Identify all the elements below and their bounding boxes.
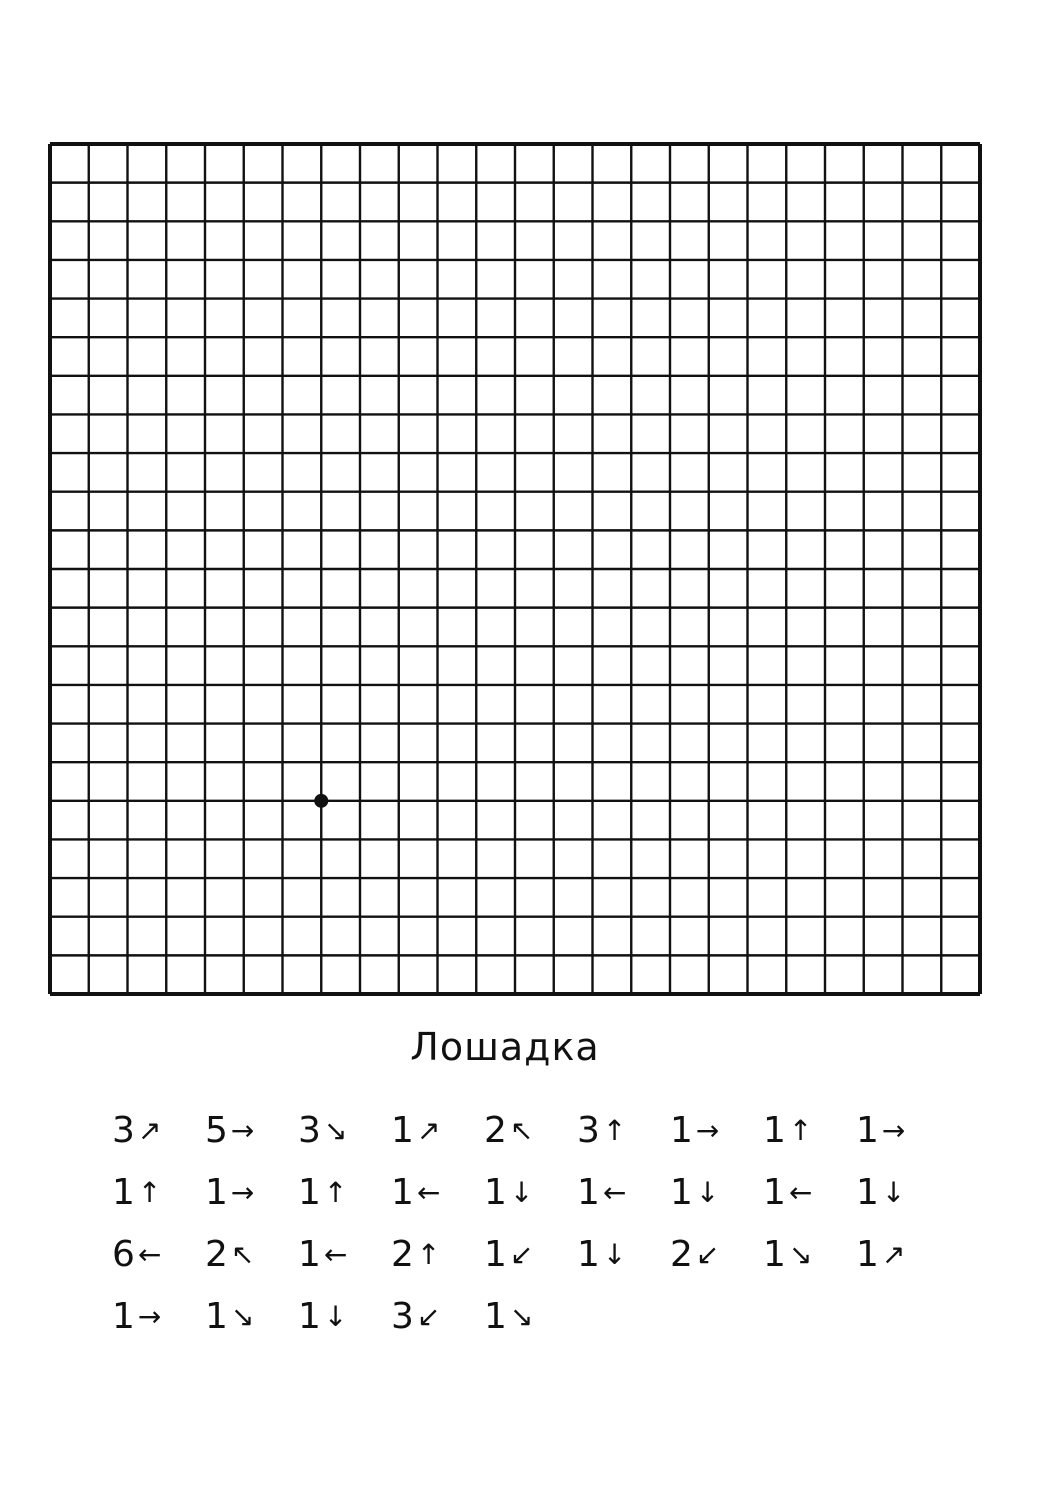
step-count: 1 <box>112 1172 135 1213</box>
step-instruction <box>484 1292 577 1342</box>
arrow-right-icon: → <box>230 1176 255 1209</box>
arrow-down-icon: ↓ <box>602 1238 627 1271</box>
step-instruction <box>112 1106 205 1156</box>
step-count: 1 <box>112 1296 135 1337</box>
step-instruction <box>484 1106 577 1156</box>
arrow-left-icon: ← <box>602 1176 627 1209</box>
arrow-down-right-icon: ↘ <box>230 1300 255 1333</box>
arrow-down-left-icon: ↙ <box>695 1238 720 1271</box>
arrow-up-left-icon: ↖ <box>230 1238 255 1271</box>
step-count: 1 <box>298 1172 321 1213</box>
arrow-up-icon: ↑ <box>137 1176 162 1209</box>
step-count: 5 <box>205 1110 228 1151</box>
step-count: 1 <box>484 1234 507 1275</box>
step-instruction <box>391 1168 484 1218</box>
arrow-up-right-icon: ↗ <box>881 1238 906 1271</box>
arrow-up-left-icon: ↖ <box>509 1114 534 1147</box>
arrow-down-icon: ↓ <box>881 1176 906 1209</box>
arrow-down-icon: ↓ <box>323 1300 348 1333</box>
step-count: 1 <box>670 1172 693 1213</box>
arrow-down-right-icon: ↘ <box>509 1300 534 1333</box>
step-count: 3 <box>391 1296 414 1337</box>
arrow-up-icon: ↑ <box>416 1238 441 1271</box>
step-count: 1 <box>298 1234 321 1275</box>
step-instruction <box>577 1168 670 1218</box>
arrow-up-icon: ↑ <box>323 1176 348 1209</box>
arrow-down-left-icon: ↙ <box>509 1238 534 1271</box>
step-instruction <box>205 1106 298 1156</box>
arrow-down-icon: ↓ <box>509 1176 534 1209</box>
step-instruction <box>298 1168 391 1218</box>
step-instruction <box>670 1106 763 1156</box>
step-instruction <box>670 1168 763 1218</box>
step-count: 1 <box>577 1172 600 1213</box>
step-instruction <box>205 1230 298 1280</box>
step-instruction <box>763 1230 856 1280</box>
step-count: 1 <box>763 1234 786 1275</box>
step-row <box>112 1286 962 1348</box>
step-count: 1 <box>298 1296 321 1337</box>
step-count: 3 <box>298 1110 321 1151</box>
arrow-down-right-icon: ↘ <box>323 1114 348 1147</box>
arrow-up-icon: ↑ <box>602 1114 627 1147</box>
step-instruction <box>391 1106 484 1156</box>
step-count: 1 <box>856 1234 879 1275</box>
step-count: 3 <box>112 1110 135 1151</box>
step-row <box>112 1100 962 1162</box>
step-count: 1 <box>856 1110 879 1151</box>
step-instruction <box>856 1230 949 1280</box>
step-instruction <box>484 1230 577 1280</box>
step-instruction <box>112 1292 205 1342</box>
start-point-dot <box>314 794 328 808</box>
step-count: 1 <box>205 1296 228 1337</box>
step-instruction <box>856 1106 949 1156</box>
step-instruction <box>298 1230 391 1280</box>
step-count: 1 <box>484 1172 507 1213</box>
arrow-down-left-icon: ↙ <box>416 1300 441 1333</box>
drawing-grid[interactable] <box>48 142 982 996</box>
step-count: 2 <box>484 1110 507 1151</box>
step-instruction <box>577 1230 670 1280</box>
step-row <box>112 1224 962 1286</box>
arrow-left-icon: ← <box>788 1176 813 1209</box>
step-instruction <box>298 1106 391 1156</box>
step-instruction <box>112 1168 205 1218</box>
step-count: 1 <box>763 1110 786 1151</box>
step-count: 2 <box>205 1234 228 1275</box>
step-instruction <box>298 1292 391 1342</box>
step-instruction <box>391 1292 484 1342</box>
step-row <box>112 1162 962 1224</box>
arrow-up-icon: ↑ <box>788 1114 813 1147</box>
arrow-right-icon: → <box>137 1300 162 1333</box>
arrow-left-icon: ← <box>416 1176 441 1209</box>
step-count: 2 <box>391 1234 414 1275</box>
step-count: 1 <box>484 1296 507 1337</box>
step-count: 2 <box>670 1234 693 1275</box>
step-instruction <box>112 1230 205 1280</box>
step-instruction <box>484 1168 577 1218</box>
grid-canvas[interactable] <box>48 142 982 996</box>
arrow-left-icon: ← <box>323 1238 348 1271</box>
direction-steps <box>112 1100 962 1348</box>
step-count: 6 <box>112 1234 135 1275</box>
step-count: 1 <box>391 1172 414 1213</box>
step-instruction <box>205 1292 298 1342</box>
worksheet-title: Лошадка <box>410 1025 600 1069</box>
arrow-up-right-icon: ↗ <box>137 1114 162 1147</box>
step-count: 1 <box>670 1110 693 1151</box>
step-count: 1 <box>205 1172 228 1213</box>
step-instruction <box>577 1106 670 1156</box>
arrow-right-icon: → <box>881 1114 906 1147</box>
step-count: 1 <box>577 1234 600 1275</box>
arrow-down-right-icon: ↘ <box>788 1238 813 1271</box>
step-instruction <box>205 1168 298 1218</box>
step-instruction <box>391 1230 484 1280</box>
arrow-right-icon: → <box>230 1114 255 1147</box>
arrow-right-icon: → <box>695 1114 720 1147</box>
step-count: 1 <box>391 1110 414 1151</box>
step-count: 3 <box>577 1110 600 1151</box>
step-instruction <box>856 1168 949 1218</box>
arrow-down-icon: ↓ <box>695 1176 720 1209</box>
step-count: 1 <box>856 1172 879 1213</box>
step-instruction <box>763 1168 856 1218</box>
arrow-left-icon: ← <box>137 1238 162 1271</box>
step-instruction <box>670 1230 763 1280</box>
step-instruction <box>763 1106 856 1156</box>
step-count: 1 <box>763 1172 786 1213</box>
arrow-up-right-icon: ↗ <box>416 1114 441 1147</box>
